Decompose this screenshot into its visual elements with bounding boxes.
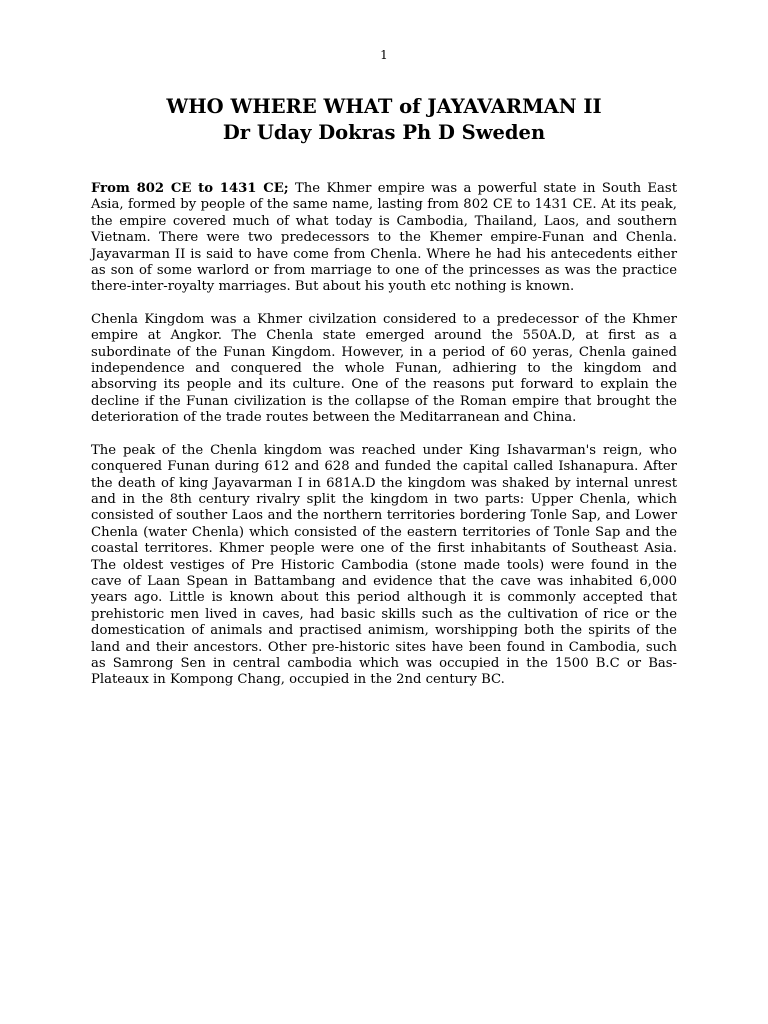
title-main: WHO WHERE WHAT of JAYAVARMAN II [166, 95, 602, 118]
document-title [0, 94, 768, 146]
title-author: Dr Uday Dokras Ph D Sweden [222, 121, 546, 144]
page-number: 1 [380, 48, 388, 62]
paragraph-chenla-peak: The peak of the Chenla kingdom was reached under King Ishavarman's reign, who conquered Funan during 612 and 628 and funded the capital called Ishanapura. After the death of king Jayavarman I in 681A.D the kingdom was shaked by internal unrest and in the 8th century rivalry split the kingdom in two parts: Upper Chenla, which consisted of souther Laos and the northern territories bordering Tonle Sap, and Lower Chenla (water Chenla) which consisted of the eastern territories of Tonle Sap and the coastal territores. Khmer people were one of the first inhabitants of Southeast Asia. The oldest vestiges of Pre Historic Cambodia (stone made tools) were found in the cave of Laan Spean in Battambang and evidence that the cave was inhabited 6,000 years ago. Little is known about this period although it is commonly accepted that prehistoric men lived in caves, had basic skills such as the cultivation of rice or the domestication of animals and practised animism, worshipping both the spirits of the land and their ancestors. Other pre-historic sites have been found in Cambodia, such as Samrong Sen in central cambodia which was occupied in the 1500 B.C or Bas-Plateaux in Kompong Chang, occupied in the 2nd century BC. [91, 442, 677, 688]
paragraph-chenla-kingdom: Chenla Kingdom was a Khmer civilzation considered to a predecessor of the Khmer empire at Angkor. The Chenla state emerged around the 550A.D, at first as a subordinate of the Funan Kingdom. However, in a period of 60 yeras, Chenla gained independence and conquered the whole Funan, adhiering to the kingdom and absorving its people and its culture. One of the reasons put forward to explain the decline if the Funan civilization is the collapse of the Roman empire that brought the deterioration of the trade routes between the Meditarranean and China. [91, 311, 677, 426]
paragraph-intro [91, 181, 677, 296]
paragraph-lead: From 802 CE to 1431 CE; [91, 181, 289, 196]
document-body [91, 181, 677, 705]
paragraph-text: The Khmer empire was a powerful state in South East Asia, formed by people of the same name, lasting from 802 CE to 1431 CE. At its peak, the empire covered much of what today is Cambodia, Thailand, Laos, and southern Vietnam. There were two predecessors to the Khemer empire-Funan and Chenla. Jayavarman II is said to have come from Chenla. Where he had his antecedents either as son of some warlord or from marriage to one of the princesses as was the practice there-inter-royalty marriages. But about his youth etc nothing is known. [91, 181, 677, 295]
